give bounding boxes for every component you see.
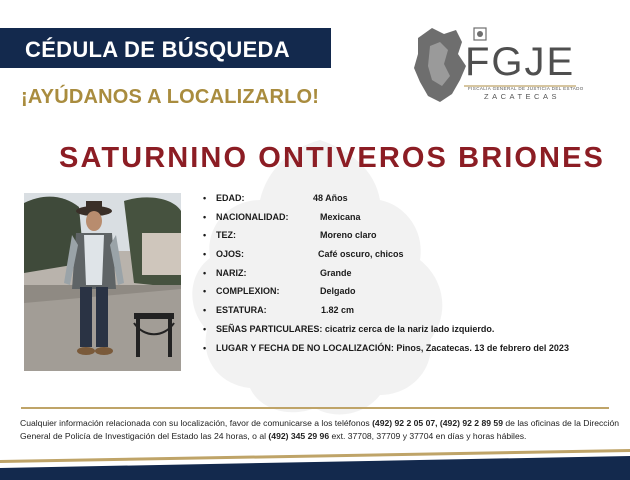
detail-label: NACIONALIDAD: — [216, 211, 289, 222]
detail-row-complexion — [203, 282, 623, 301]
detail-row-estatura — [203, 301, 623, 320]
bullet: • — [203, 267, 207, 278]
detail-label: LUGAR Y FECHA DE NO LOCALIZACIÓN: — [216, 342, 394, 353]
bullet: • — [203, 305, 207, 316]
detail-value: Pinos, Zacatecas. 13 de febrero del 2023 — [396, 342, 569, 353]
bullet: • — [203, 249, 207, 260]
detail-row-ojos — [203, 245, 623, 264]
bullet: • — [203, 286, 207, 297]
missing-person-name: SATURNINO ONTIVEROS BRIONES — [59, 142, 605, 174]
detail-label: NARIZ: — [216, 267, 247, 278]
logo-state-name: ZACATECAS — [484, 92, 560, 101]
bullet: • — [203, 323, 207, 334]
detail-label: EDAD: — [216, 193, 245, 203]
bullet: • — [203, 342, 207, 353]
detail-row-senas — [203, 320, 623, 339]
detail-row-nacionalidad — [203, 208, 623, 227]
contact-note — [20, 417, 620, 442]
contact-text-2: de las oficinas de la Dirección General de Policía de Investigación del Estado las 24 horas, o al — [20, 418, 620, 441]
logo-acronym: FGJE — [465, 40, 576, 84]
detail-label: OJOS: — [216, 249, 245, 260]
detail-value: 48 Años — [313, 193, 348, 203]
detail-label: COMPLEXION: — [216, 286, 280, 297]
detail-value: Mexicana — [320, 211, 361, 222]
detail-value: Delgado — [320, 286, 356, 297]
contact-text-3: ext. 37708, 37709 y 37704 en días y horas hábiles. — [329, 430, 527, 441]
person-details-list — [203, 189, 623, 357]
detail-value: cicatriz cerca de la nariz lado izquierdo. — [324, 323, 495, 334]
detail-value: Grande — [320, 267, 352, 278]
contact-phones: (492) 92 2 05 07, (492) 92 2 89 59 — [372, 418, 503, 428]
detail-value: Café oscuro, chicos — [318, 249, 404, 260]
header-title-band — [0, 28, 331, 68]
detail-row-lugar — [203, 339, 623, 358]
detail-label: ESTATURA: — [216, 305, 267, 316]
detail-label: SEÑAS PARTICULARES: — [216, 323, 323, 334]
logo-institution-name: FISCALÍA GENERAL DE JUSTICIA DEL ESTADO — [468, 86, 584, 91]
detail-row-tez — [203, 226, 623, 245]
detail-row-edad — [203, 189, 623, 208]
bullet: • — [203, 230, 207, 241]
footer-decorative-bands — [0, 449, 630, 480]
person-photo — [24, 193, 181, 371]
bullet: • — [203, 193, 207, 203]
bullet: • — [203, 211, 207, 222]
detail-value: 1.82 cm — [321, 305, 355, 316]
page-title: CÉDULA DE BÚSQUEDA — [25, 37, 290, 62]
detail-label: TEZ: — [216, 230, 236, 241]
contact-text-1: Cualquier información relacionada con su localización, favor de comunicarse a los teléfonos — [20, 418, 373, 428]
subtitle: ¡AYÚDANOS A LOCALIZARLO! — [21, 86, 320, 108]
detail-value: Moreno claro — [320, 230, 377, 241]
detail-row-nariz — [203, 264, 623, 283]
contact-phone-3: (492) 345 29 96 — [268, 430, 330, 441]
gold-divider — [21, 407, 609, 409]
